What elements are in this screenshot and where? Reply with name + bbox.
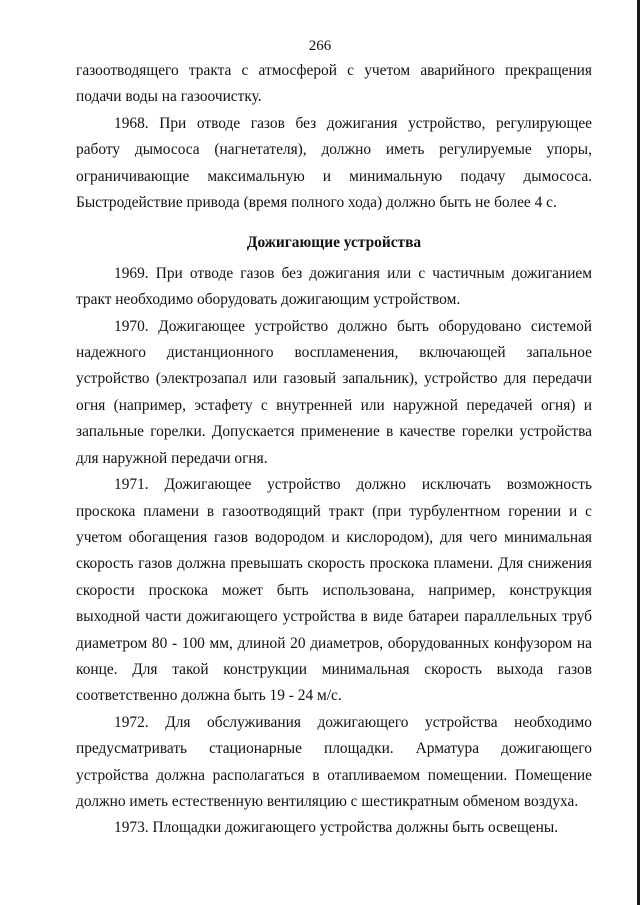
page-number: 266 — [308, 38, 332, 54]
paragraph-1968: 1968. При отводе газов без дожигания устройство, регулирующее работу дымососа (нагнетателя), должно иметь регулируемые упоры, ограничивающие максимальную и минимальную подачу дымососа. Быстродействие привода (время полного хода) должно быть не более 4 с. — [76, 114, 592, 212]
paragraph-1972: 1972. Для обслуживания дожигающего устройства необходимо предусматривать стационарные площадки. Арматура дожигающего устройства должна располагаться в отапливаемом помещении. Помещение должно иметь естественную вентиляцию с шестикратным обменом воздуха. — [76, 713, 592, 810]
paragraph-1971: 1971. Дожигающее устройство должно исключать возможность проскока пламени в газоотводящий тракт (при турбулентном горении и с учетом обогащения газов водородом и кислородом), для чего минимальная скорость газов должна превышать скорость проскока пламени. Для снижения скорости проскока может быть использована, например, конструкция выходной части дожигающего устройства в виде батареи параллельных труб диаметром 80 - 100 мм, длиной 20 диаметров, оборудованных конфузором на конце. Для такой конструкции минимальная скорость выхода газов соответственно должна быть 19 - 24 м/с. — [76, 476, 592, 705]
paragraph-1969: 1969. При отводе газов без дожигания или с частичным дожиганием тракт необходимо оборудовать дожигающим устройством. — [76, 264, 592, 309]
paragraph-1970: 1970. Дожигающее устройство должно быть оборудовано системой надежного дистанционного воспламенения, включающей запальное устройство (электрозапал или газовый запальник), устройство для передачи огня (например, эстафету с внутренней или наружной передачей огня) и запальные горелки. Допускается применение в качестве горелки устройства для наружной передачи огня. — [76, 317, 592, 467]
paragraph-1973: 1973. Площадки дожигающего устройства должны быть освещены. — [114, 819, 559, 837]
section-heading: Дожигающие устройства — [246, 234, 422, 252]
paragraph-continuation: газоотводящего тракта с атмосферой с учетом аварийного прекращения подачи воды на газоочистку. — [76, 62, 592, 106]
document-body — [76, 58, 592, 842]
